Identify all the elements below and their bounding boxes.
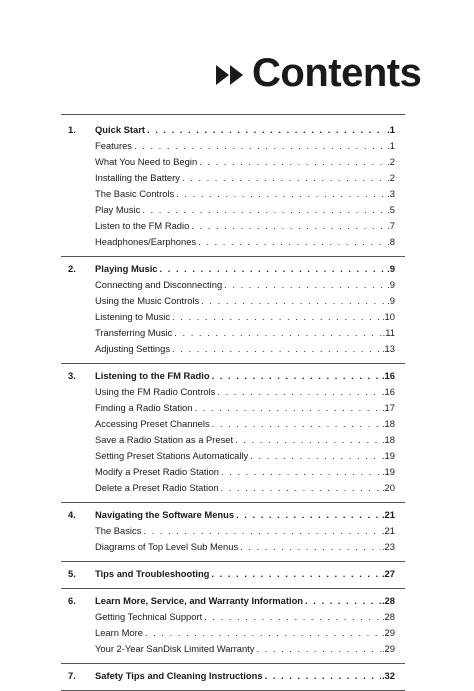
page-number: .5 bbox=[387, 204, 395, 215]
entry-label: Headphones/Earphones bbox=[95, 236, 197, 247]
page-number: .9 bbox=[387, 263, 395, 274]
toc-entry[interactable] bbox=[68, 384, 395, 400]
toc-entry[interactable] bbox=[68, 325, 395, 341]
toc-entry[interactable] bbox=[68, 202, 395, 218]
entry-label: Finding a Radio Station bbox=[95, 402, 193, 413]
entry-label: Your 2-Year SanDisk Limited Warranty bbox=[95, 643, 255, 654]
top-divider bbox=[61, 114, 405, 115]
toc-entry[interactable] bbox=[68, 154, 395, 170]
entry-label: The Basics bbox=[95, 525, 142, 536]
toc-section-heading[interactable] bbox=[68, 668, 395, 684]
title-block bbox=[216, 50, 421, 96]
dot-leader bbox=[211, 566, 381, 582]
dot-leader bbox=[142, 202, 386, 218]
toc-entry[interactable] bbox=[68, 218, 395, 234]
section-title: Learn More, Service, and Warranty Information bbox=[95, 595, 304, 606]
dot-leader bbox=[250, 448, 381, 464]
entry-label: Using the FM Radio Controls bbox=[95, 386, 216, 397]
toc-section bbox=[61, 364, 405, 503]
dot-leader bbox=[204, 609, 381, 625]
dot-leader bbox=[194, 400, 380, 416]
dot-leader bbox=[147, 122, 386, 138]
toc-entry[interactable] bbox=[68, 464, 395, 480]
toc-entry[interactable] bbox=[68, 480, 395, 496]
dot-leader bbox=[198, 234, 386, 250]
page-number: .17 bbox=[381, 402, 395, 413]
toc-entry[interactable] bbox=[68, 170, 395, 186]
toc-entry[interactable] bbox=[68, 609, 395, 625]
toc-entry[interactable] bbox=[68, 277, 395, 293]
page-number: .8 bbox=[387, 236, 395, 247]
section-number: 5. bbox=[68, 568, 76, 579]
dot-leader bbox=[236, 507, 381, 523]
dot-leader bbox=[240, 539, 381, 555]
entry-label: Save a Radio Station as a Preset bbox=[95, 434, 234, 445]
toc-section-heading[interactable] bbox=[68, 593, 395, 609]
entry-label: Delete a Preset Radio Station bbox=[95, 482, 219, 493]
page-number: .19 bbox=[381, 450, 395, 461]
entry-label: Listen to the FM Radio bbox=[95, 220, 190, 231]
entry-label: Setting Preset Stations Automatically bbox=[95, 450, 249, 461]
dot-leader bbox=[221, 464, 381, 480]
toc-section-heading[interactable] bbox=[68, 122, 395, 138]
page-number: .18 bbox=[381, 434, 395, 445]
table-of-contents bbox=[68, 118, 402, 691]
dot-leader bbox=[172, 309, 381, 325]
dot-leader bbox=[224, 277, 386, 293]
page-number: .20 bbox=[381, 482, 395, 493]
toc-section-heading[interactable] bbox=[68, 507, 395, 523]
dot-leader bbox=[305, 593, 381, 609]
toc-entry[interactable] bbox=[68, 448, 395, 464]
section-number: 6. bbox=[68, 595, 76, 606]
page-number: .13 bbox=[381, 343, 395, 354]
section-number: 2. bbox=[68, 263, 76, 274]
page-number: .3 bbox=[387, 188, 395, 199]
entry-label: Diagrams of Top Level Sub Menus bbox=[95, 541, 239, 552]
page-number: .18 bbox=[381, 418, 395, 429]
dot-leader bbox=[217, 384, 381, 400]
entry-label: Using the Music Controls bbox=[95, 295, 200, 306]
page-number: .21 bbox=[381, 509, 395, 520]
toc-entry[interactable] bbox=[68, 625, 395, 641]
entry-label: Getting Technical Support bbox=[95, 611, 203, 622]
toc-entry[interactable] bbox=[68, 309, 395, 325]
toc-section bbox=[61, 562, 405, 589]
page-number: .29 bbox=[381, 643, 395, 654]
toc-section-heading[interactable] bbox=[68, 261, 395, 277]
page-number: .1 bbox=[387, 140, 395, 151]
page-number: .9 bbox=[387, 279, 395, 290]
dot-leader bbox=[176, 186, 386, 202]
section-title: Tips and Troubleshooting bbox=[95, 568, 210, 579]
toc-section-heading[interactable] bbox=[68, 566, 395, 582]
entry-label: Listening to Music bbox=[95, 311, 171, 322]
toc-section bbox=[61, 664, 405, 691]
dot-leader bbox=[172, 341, 381, 357]
section-title: Listening to the FM Radio bbox=[95, 370, 210, 381]
page-number: .11 bbox=[382, 327, 395, 338]
entry-label: The Basic Controls bbox=[95, 188, 175, 199]
dot-leader bbox=[235, 432, 381, 448]
page-number: .16 bbox=[381, 386, 395, 397]
dot-leader bbox=[160, 261, 387, 277]
page-number: .21 bbox=[381, 525, 395, 536]
toc-entry[interactable] bbox=[68, 641, 395, 657]
toc-entry[interactable] bbox=[68, 234, 395, 250]
page-number: .2 bbox=[387, 172, 395, 183]
toc-entry[interactable] bbox=[68, 186, 395, 202]
section-title: Safety Tips and Cleaning Instructions bbox=[95, 670, 263, 681]
page-number: .9 bbox=[387, 295, 395, 306]
section-number: 7. bbox=[68, 670, 76, 681]
page-number: .1 bbox=[387, 124, 395, 135]
toc-entry[interactable] bbox=[68, 341, 395, 357]
section-number: 4. bbox=[68, 509, 76, 520]
entry-label: What You Need to Begin bbox=[95, 156, 198, 167]
toc-section-heading[interactable] bbox=[68, 368, 395, 384]
toc-section bbox=[61, 118, 405, 257]
page-number: .27 bbox=[381, 568, 395, 579]
entry-label: Installing the Battery bbox=[95, 172, 180, 183]
page-number: .23 bbox=[381, 541, 395, 552]
entry-label: Transferring Music bbox=[95, 327, 173, 338]
double-play-arrow-icon bbox=[216, 64, 246, 86]
section-number: 1. bbox=[68, 124, 76, 135]
entry-label: Features bbox=[95, 140, 132, 151]
entry-label: Adjusting Settings bbox=[95, 343, 171, 354]
toc-entry[interactable] bbox=[68, 138, 395, 154]
toc-entry[interactable] bbox=[68, 416, 395, 432]
page-number: .2 bbox=[387, 156, 395, 167]
dot-leader bbox=[256, 641, 381, 657]
toc-section bbox=[61, 503, 405, 562]
toc-entry[interactable] bbox=[68, 539, 395, 555]
dot-leader bbox=[174, 325, 381, 341]
dot-leader bbox=[134, 138, 386, 154]
dot-leader bbox=[191, 218, 386, 234]
entry-label: Play Music bbox=[95, 204, 141, 215]
page-number: .7 bbox=[387, 220, 395, 231]
toc-entry[interactable] bbox=[68, 400, 395, 416]
entry-label: Modify a Preset Radio Station bbox=[95, 466, 220, 477]
page-number: .16 bbox=[381, 370, 395, 381]
page-number: .10 bbox=[381, 311, 395, 322]
dot-leader bbox=[212, 416, 381, 432]
dot-leader bbox=[182, 170, 386, 186]
dot-leader bbox=[221, 480, 381, 496]
page-number: .28 bbox=[381, 595, 395, 606]
page-number: .19 bbox=[381, 466, 395, 477]
page-title: Contents bbox=[252, 51, 422, 95]
section-title: Navigating the Software Menus bbox=[95, 509, 235, 520]
dot-leader bbox=[201, 293, 386, 309]
dot-leader bbox=[143, 523, 381, 539]
section-title: Quick Start bbox=[95, 124, 146, 135]
dot-leader bbox=[199, 154, 386, 170]
entry-label: Accessing Preset Channels bbox=[95, 418, 210, 429]
section-number: 3. bbox=[68, 370, 76, 381]
entry-label: Learn More bbox=[95, 627, 143, 638]
toc-entry[interactable] bbox=[68, 523, 395, 539]
dot-leader bbox=[212, 368, 381, 384]
dot-leader bbox=[145, 625, 381, 641]
toc-section bbox=[61, 589, 405, 664]
toc-section bbox=[61, 257, 405, 364]
page-number: .29 bbox=[381, 627, 395, 638]
page-number: .32 bbox=[381, 670, 395, 681]
section-title: Playing Music bbox=[95, 263, 158, 274]
toc-entry[interactable] bbox=[68, 432, 395, 448]
entry-label: Connecting and Disconnecting bbox=[95, 279, 223, 290]
page-number: .28 bbox=[381, 611, 395, 622]
dot-leader bbox=[265, 668, 381, 684]
toc-entry[interactable] bbox=[68, 293, 395, 309]
